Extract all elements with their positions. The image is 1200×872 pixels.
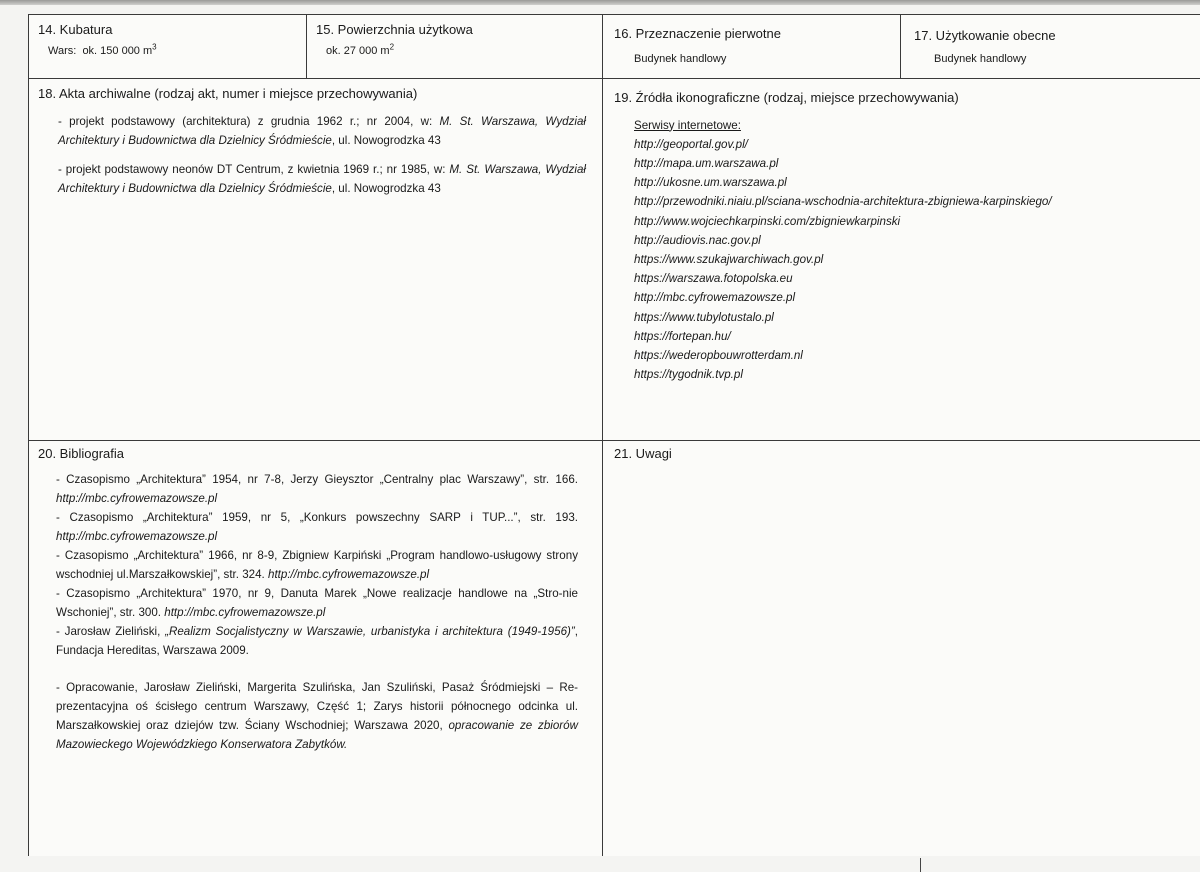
source-link: https://warszawa.fotopolska.eu — [634, 272, 793, 286]
archive-item-text: - projekt podstawowy (architektura) z grudnia 1962 r.; nr 2004, w: — [58, 114, 440, 128]
field-17-title: 17. Użytkowanie obecne — [914, 28, 1056, 43]
field-21-uwagi — [614, 444, 1194, 464]
bibliography-link: http://mbc.cyfrowemazowsze.pl — [56, 491, 218, 505]
field-19-zrodla — [614, 88, 1194, 384]
source-link: https://fortepan.hu/ — [634, 329, 731, 343]
field-15-powierzchnia — [316, 20, 596, 59]
field-15-number: ok. 27 000 m — [326, 44, 390, 57]
archive-item-address: , ul. Nowogrodzka 43 — [331, 133, 441, 147]
field-14-unit-exponent: 3 — [152, 41, 157, 51]
source-link: https://tygodnik.tvp.pl — [634, 368, 743, 382]
field-14-kubatura — [38, 20, 300, 59]
field-21-title: 21. Uwagi — [614, 446, 672, 461]
archive-item — [38, 160, 586, 198]
bibliography-link: http://mbc.cyfrowemazowsze.pl — [268, 567, 430, 581]
bibliography-spacer — [56, 660, 578, 678]
bibliography-source-note: opracowanie ze zbiorów Mazowieckego Wojewódzkiego Konserwatora Zabytków. — [56, 718, 578, 751]
archive-item-text: - projekt podstawowy neonów DT Centrum, z kwietnia 1969 r.; nr 1985, w: — [58, 162, 450, 176]
archive-item — [38, 112, 586, 150]
bibliography-link: http://mbc.cyfrowemazowsze.pl — [164, 605, 326, 619]
bibliography-link: http://mbc.cyfrowemazowsze.pl — [56, 529, 218, 543]
bibliography-item — [56, 546, 578, 584]
field-19-title: 19. Źródła ikonograficzne (rodzaj, miejsce przechowywania) — [614, 90, 959, 105]
archive-item-institution: M. St. Warszawa, Wydział Architektury i Budownictwa dla Dzielnicy Śródmieście — [58, 162, 586, 195]
bibliography-tail: , Fundacja Hereditas, Warszawa 2009. — [56, 624, 578, 657]
grid-divider-14-15 — [306, 14, 307, 78]
source-link: http://www.wojciechkarpinski.com/zbigniewkarpinski — [634, 214, 901, 228]
field-15-title: 15. Powierzchnia użytkowa — [316, 22, 473, 37]
field-20-bibliografia — [38, 444, 578, 754]
field-18-title: 18. Akta archiwalne (rodzaj akt, numer i miejsce przechowywania) — [38, 86, 418, 101]
bibliography-text: - Opracowanie, Jarosław Zieliński, Margerita Szulińska, Jan Szuliński, Pasaż Śródmiejski – Re-prezentacyjna oś ścisłego centrum Warszawy, Część 1; Zarys historii północnego odcinka ul. Marszałkowskiej oraz dziejów tzw. Ściany Wschodniej; Warszawa 2020, — [56, 680, 578, 732]
bibliography-list — [38, 470, 578, 754]
field-17-value: Budynek handlowy — [934, 52, 1027, 65]
grid-center-line — [602, 14, 603, 856]
field-15-unit-exponent: 2 — [389, 41, 395, 51]
bibliography-text: - Jarosław Zieliński, — [56, 624, 166, 638]
bibliography-text: - Czasopismo „Architektura” 1966, nr 8-9, Zbigniew Karpiński „Program handlowo-usługowy strony wschodniej ul.Marszałkowskiej”, str. 324. — [56, 548, 578, 581]
field-17-uzytkowanie — [914, 26, 1194, 67]
bibliography-text: - Czasopismo „Architektura” 1954, nr 7-8, Jerzy Gieysztor „Centralny plac Warszawy”, str. 166. — [56, 472, 578, 486]
bibliography-item — [56, 622, 578, 660]
grid-row1-line — [28, 78, 1200, 79]
source-links-heading: Serwisy internetowe: — [634, 118, 741, 132]
bibliography-item — [56, 470, 578, 508]
bibliography-title: „Realizm Socjalistyczny w Warszawie, urbanistyka i architektura (1949-1956)” — [165, 624, 575, 638]
scan-top-edge — [0, 0, 1200, 5]
source-link: http://geoportal.gov.pl/ — [634, 137, 748, 151]
bibliography-text: - Czasopismo „Architektura” 1970, nr 9, Danuta Marek „Nowe realizacje handlowe na „Stro-nie Wschoniej”, str. 300. — [56, 586, 578, 619]
source-link: https://www.szukajwarchiwach.gov.pl — [634, 252, 824, 266]
field-14-number: ok. 150 000 m — [82, 44, 153, 57]
record-card — [28, 14, 1200, 856]
field-18-akta — [38, 84, 586, 198]
field-16-value: Budynek handlowy — [634, 52, 727, 65]
source-link: https://wederopbouwrotterdam.nl — [634, 348, 803, 362]
field-16-title: 16. Przeznaczenie pierwotne — [614, 26, 781, 41]
grid-divider-16-17 — [900, 14, 901, 78]
bibliography-item — [56, 584, 578, 622]
field-14-label: Wars: — [48, 44, 77, 57]
source-link: http://audiovis.nac.gov.pl — [634, 233, 761, 247]
grid-row2-line — [28, 440, 1200, 441]
source-link: http://ukosne.um.warszawa.pl — [634, 176, 787, 190]
field-14-value — [38, 43, 300, 60]
source-link: https://www.tubylotustalo.pl — [634, 310, 774, 324]
archive-item-address: , ul. Nowogrodzka 43 — [331, 181, 441, 195]
source-link: http://mapa.um.warszawa.pl — [634, 156, 779, 170]
field-16-przeznaczenie — [614, 24, 894, 67]
grid-top-line — [28, 14, 1200, 15]
bibliography-item — [56, 678, 578, 754]
grid-left-line — [28, 14, 29, 856]
bibliography-item — [56, 508, 578, 546]
field-15-value — [316, 43, 596, 60]
field-20-title: 20. Bibliografia — [38, 446, 124, 461]
scan-edge-mark — [920, 858, 921, 872]
field-14-title: 14. Kubatura — [38, 22, 113, 37]
source-link: http://mbc.cyfrowemazowsze.pl — [634, 291, 796, 305]
source-link: http://przewodniki.niaiu.pl/sciana-wschodnia-architektura-zbigniewa-karpinskiego/ — [634, 195, 1052, 209]
bibliography-text: - Czasopismo „Architektura” 1959, nr 5, „Konkurs powszechny SARP i TUP...”, str. 193. — [56, 510, 578, 524]
archive-item-institution: M. St. Warszawa, Wydział Architektury i Budownictwa dla Dzielnicy Śródmieście — [58, 114, 586, 147]
source-links-list — [614, 116, 1194, 385]
